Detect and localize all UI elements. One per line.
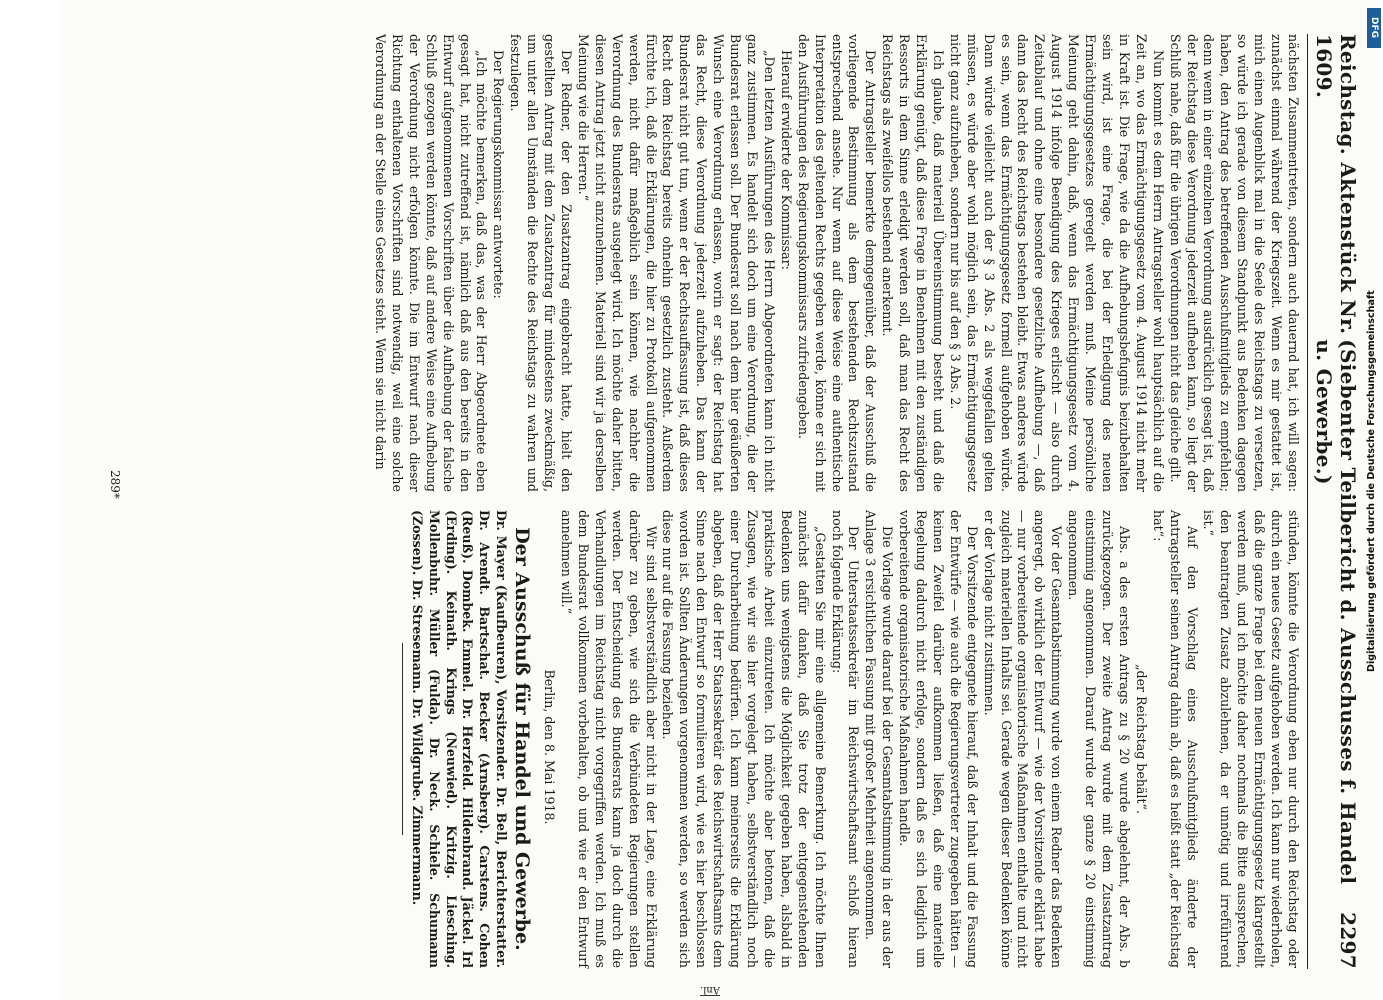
header-page-number: 2297 [1336,912,1360,969]
paragraph: Nun kommt es dem Herrn Antragsteller wohl hauptsächlich auf die Zeit an, wo das Ermächtigungsgesetz vom 4. August 1914 nicht mehr in Kraft ist. Die Frage, wie da die Aufhebungsbefugnis beizubehalten sein wird, ist eine Frage, die bei der Erledigung des neuen Ermächtigungsgesetzes geregelt werden muß. Meine persönliche Meinung geht dahin, daß, wenn das Ermächtigungsgesetz vom 4. August 1914 infolge Beendigung des Krieges erlischt — also durch Zeitablauf und ohne eine besondere gesetzliche Aufhebung —, daß dann das Recht des Reichstags bestehen bleibt. Etwas anderes würde es sein, wenn das Ermächtigungsgesetz formell aufgehoben würde. Dann würde vielleicht auch der § 3 Abs. 2 als weggefallen gelten müssen, es würde aber wohl möglich sein, das Ermächtigungsgesetz nicht ganz aufzuheben, sondern nur bis auf den § 3 Abs. 2. [947,34,1166,492]
page-footnote: 289* [108,470,122,499]
closing-rule [402,643,403,835]
text-columns [371,34,1301,969]
header-left: Reichstag. Aktenstück Nr. 1609. [1312,34,1360,335]
paragraph: „Den letzten Ausführungen des Herrn Abgeordneten kann ich nicht ganz zustimmen. Es handelt sich doch um eine Verordnung, die der Bundesrat erlassen soll. Der Bundesrat soll nach dem hier geäußerten Wunsch eine Verordnung erlassen, worin er sagt: der Reichstag hat das Recht, diese Verordnung jederzeit aufzuheben. Das kann der Bundesrat nicht gut tun, wenn er der Rechtsauffassung ist, daß dieses Recht dem Reichstag bereits ohnehin gesetzlich zusteht. Außerdem fürchte ich, daß die Erklärungen, die hier zu Protokoll aufgenommen werden, nicht dafür maßgeblich sein können, wie nachher die Verordnung des Bundesrats ausgelegt wird. Ich möchte daher bitten, diesen Antrag jetzt nicht anzunehmen. Materiell sind wir ja derselben Meinung wie die Herren.“ [575,34,777,492]
paragraph: Vor der Gesamtabstimmung wurde von einem Redner das Bedenken angeregt, ob wirklich der Entwurf — wie der Vorsitzende erklärt habe — nur vorbereitende organisatorische Maßnahmen enthalte und nicht zugleich materiellen Inhalts sei. Gerade wegen dieser Bedenken könne er der Vorlage nicht zustimmen. [981,510,1065,968]
paragraph: Der Regierungskommissar antwortete: [491,50,507,299]
paragraph: Auf den Vorschlag eines Ausschußmitglieds änderte der Antragsteller seinen Antrag dahin ab, daß es heißt statt „der Reichstag hat“: [1150,510,1200,968]
paragraph: „Gestatten Sie mir eine allgemeine Bemerkung. Ich möchte Ihnen zunächst dafür danken, daß Sie trotz der entgegenstehenden Bedenken uns wenigstens die Möglichkeit gegeben haben, alsbald in praktische Arbeit einzutreten. Ich möchte aber betonen, daß die Zusagen, wie wir sie hier vorgelegt haben, selbstverständlich noch einer Durcharbeitung bedürfen. Ich kann meinerseits die Erklärung abgeben, daß der Herr Staatssekretär des Reichswirtschaftsamts dem Sinne nach den Entwurf so formulieren wird, wie es hier beschlossen worden ist. Sollten Änderungen vorgenommen werden, so werden sich diese nur auf die Fassung beziehen. [660,510,828,968]
paragraph: Der Redner, der den Zusatzantrag eingebracht hatte, hielt den gestellten Antrag mit dem Zusatzantrag für mindestens zweckmäßig, um unter allen Umständen die Rechte des Reichstags zu wahren und festzulegen. [508,34,575,492]
scanned-document-page [60,0,1380,1000]
margin-annotation: Anl. [699,984,720,995]
digitization-note: Digitalisierung gefördert durch die Deutsche Forschungsgemeinschaft [1366,290,1377,672]
dfg-logo: DFG [1367,8,1381,48]
paragraph: „Ich möchte bemerken, daß das, was der Herr Abgeordnete eben gesagt hat, nicht zutreffend ist, nämlich daß aus den bereits in den Entwurf aufgenommenen Vorschriften über die Aufhebung der falsche Schluß gezogen werden könnte, daß auf andere Weise eine Aufhebung der Verordnung nicht erfolgen könnte. Die im Entwurf nach dieser Richtung enthaltenen Vorschriften sind notwendig, weil eine solche Verordnung an der Stelle eines Gesetzes steht. Wenn sie nicht darin [373,34,490,492]
paragraph: Abs. a des ersten Antrags zu § 20 wurde abgelehnt, der Abs. b zurückgezogen. Der zweite Antrag wurde mit dem Zusatzantrag einstimmig angenommen. Darauf wurde der ganze § 20 einstimmig angenommen. [1066,510,1132,968]
paragraph: nächsten Zusammentreten, sondern auch dauernd hat, ich will sagen: zunächst einmal während der Kriegszeit. Wenn es mir gestattet ist, mich einen Augenblick mal in die Seele des Reichstags zu versetzen, so würde ich gerade von diesem Standpunkt aus Bedenken dagegen haben, den Antrag des betreffenden Ausschußmitglieds zu empfehlen; denn wenn in einer einzelnen Verordnung ausdrücklich gesagt ist, daß der Reichstag diese Verordnung jederzeit aufheben kann, so liegt der Schluß nahe, daß für die übrigen Verordnungen nicht das gleiche gilt. [1167,34,1301,492]
paragraph: Die Vorlage wurde darauf bei der Gesamtabstimmung in der aus der Anlage 3 ersichtlichen Fassung mit großer Mehrheit angenommen. [863,510,896,968]
signature-date: Berlin, den 8. Mai 1918. [542,669,558,825]
committee-members: Dr. Mayer (Kaufbeuren), Vorsitzender. Dr. Bell, Berichterstatter. Dr. Arendt. Bartschat. Becker (Arnsberg). Carstens. Cohen (Reuß). Dombek. Emmel. Dr. Herzfeld. Hildenbrand. Jäckel. Irl (Erding). Keinath. Krings (Neuwied). Kritzig. Liesching. Mollenbuhr. Müller (Fulda). Dr. Neck. Schiele. Schumann (Zossen). Dr. Stresemann. Dr. Wildgrube. Zimmermann. [409,510,510,968]
paragraph: „der Reichstag behält“. [1133,664,1149,814]
running-header [1307,34,1360,969]
left-column [371,34,1301,492]
paragraph: Der Antragsteller bemerkte demgegenüber, daß der Ausschuß die vorliegende Bestimmung als dem bestehenden Rechtszustand entsprechend ansehe. Nur wenn auf diese Weise eine authentische Interpretation des geltenden Rechts gegeben werde, könne er sich mit den Ausführungen des Regierungskommissars zufriedengeben. [795,34,879,492]
paragraph: Der Vorsitzende entgegnete hierauf, daß der Inhalt und die Fassung der Entwürfe — wie auch die Regierungsvertreter zugegeben hätten — keinen Zweifel darüber aufkommen ließen, daß eine materielle Regelung dadurch nicht erfolge, sondern daß es sich lediglich um vorbereitende organisatorische Maßnahmen handle. [897,510,980,968]
document-content [371,34,1360,995]
paragraph: Hierauf erwiderte der Kommissar: [778,50,794,270]
header-center: (Siebenter Teilbericht d. Ausschusses f. Handel u. Gewerbe.) [1312,339,1360,885]
paragraph: Wir sind selbstverständlich aber nicht in der Lage, eine Erklärung darüber zu geben, wie sich die Verbündeten Regierungen stellen werden. Der Entscheidung des Bundesrats kann ja doch durch die Verhandlungen im Reichstag nicht vorgegriffen werden. Ich muß es dem Bundesrat vollkommen vorbehalten, ob und wie er den Entwurf annehmen will.“ [559,510,659,968]
paragraph: Ich glaube, daß materiell Übereinstimmung besteht und daß die Erklärung genügt, daß diese Frage in Benehmen mit den zuständigen Ressorts in dem Sinne erledigt werden soll, daß man das Recht des Reichstags als zweifellos bestehend anerkennt. [880,34,946,492]
paragraph: stünden, könnte die Verordnung eben nur durch den Reichstag oder durch ein neues Gesetz aufgehoben werden. Ich kann nur wiederholen, daß die ganze Frage bei dem neuen Ermächtigungsgesetz klargestellt werden muß, und ich möchte daher nochmals die Bitte aussprechen, den beantragten Zusatz abzulehnen, da er unnötig und irreführend ist.“ [1201,510,1301,968]
paragraph: Der Unterstaatssekretär im Reichswirtschaftsamt schloß hieran noch folgende Erklärung: [829,510,862,968]
right-column [371,510,1301,968]
committee-title: Der Ausschuß für Handel und Gewerbe. [511,527,534,951]
